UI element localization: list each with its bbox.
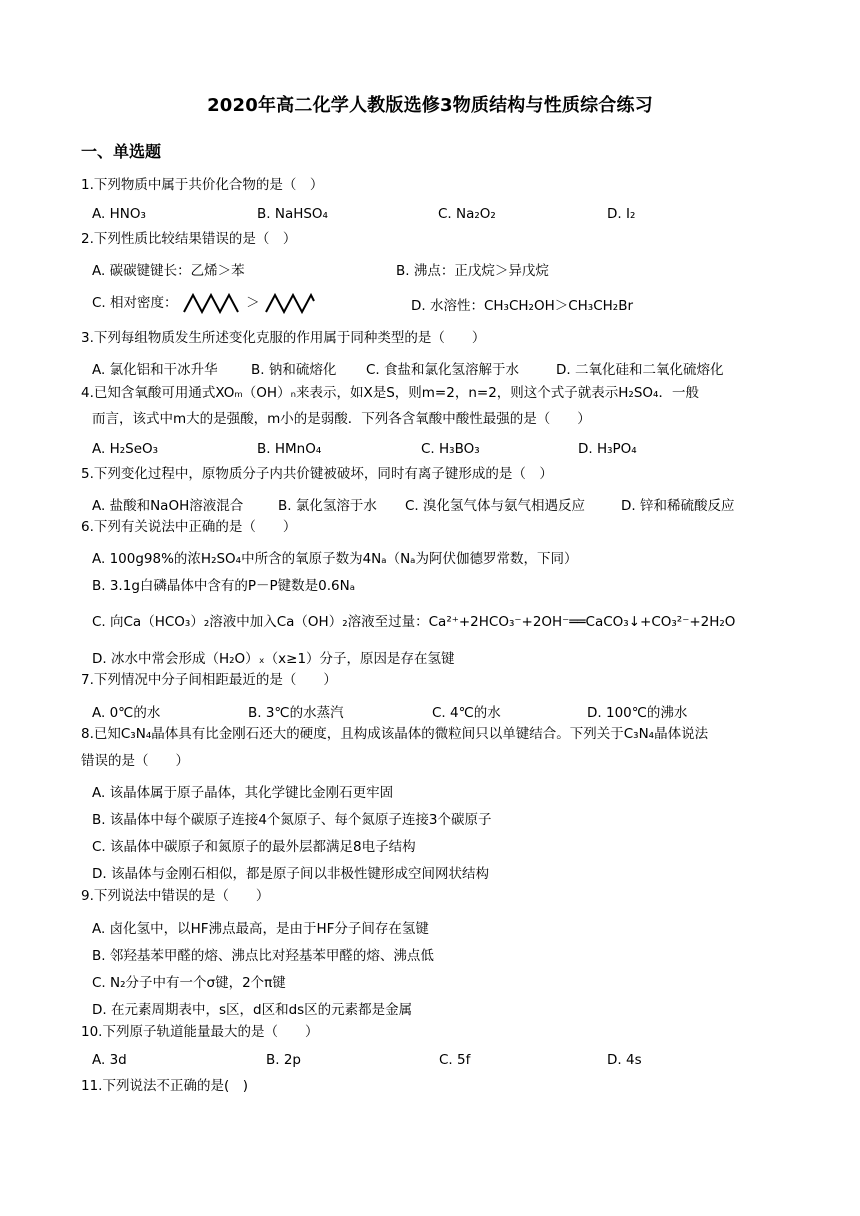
q4-option-b: B. HMnO₄ — [257, 441, 322, 457]
q7-option-c: C. 4℃的水 — [432, 705, 501, 721]
q1-option-b: B. NaHSO₄ — [257, 206, 328, 222]
q10-option-a: A. 3d — [92, 1052, 127, 1068]
q1-option-c: C. Na₂O₂ — [438, 206, 496, 222]
q5-option-c: C. 溴化氢气体与氨气相遇反应 — [405, 498, 586, 514]
q7-option-b: B. 3℃的水蒸汽 — [248, 705, 344, 721]
question-10-stem: 10.下列原子轨道能量最大的是（ ） — [81, 1024, 319, 1040]
q4-option-d: D. H₃PO₄ — [578, 441, 637, 457]
section-heading: 一、单选题 — [81, 142, 162, 161]
q5-option-a: A. 盐酸和NaOH溶液混合 — [92, 498, 244, 514]
question-8-stem-line1: 8.已知C₃N₄晶体具有比金刚石还大的硬度，且构成该晶体的微粒间只以单键结合。下列关于C₃N₄晶体说法 — [81, 726, 709, 742]
q3-option-d: D. 二氧化硅和二氧化硫熔化 — [556, 362, 724, 378]
q9-option-c: C. N₂分子中有一个σ键，2个π键 — [92, 975, 286, 991]
q7-option-a: A. 0℃的水 — [92, 705, 161, 721]
zigzag-structure-icon — [182, 290, 242, 316]
q8-option-b: B. 该晶体中每个碳原子连接4个氮原子、每个氮原子连接3个碳原子 — [92, 812, 492, 828]
q5-option-d: D. 锌和稀硫酸反应 — [621, 498, 735, 514]
q5-option-b: B. 氯化氢溶于水 — [278, 498, 377, 514]
question-8-stem-line2: 错误的是（ ） — [81, 753, 189, 769]
q10-option-d: D. 4s — [607, 1052, 642, 1068]
q9-option-d: D. 在元素周期表中，s区，d区和ds区的元素都是金属 — [92, 1002, 413, 1018]
q8-option-a: A. 该晶体属于原子晶体，其化学键比金刚石更牢固 — [92, 785, 394, 801]
q3-option-a: A. 氯化铝和干冰升华 — [92, 362, 218, 378]
q6-option-a: A. 100g98%的浓H₂SO₄中所含的氧原子数为4Nₐ（Nₐ为阿伏伽德罗常数，下同） — [92, 551, 578, 567]
question-4-stem-line2: 而言，该式中m大的是强酸，m小的是弱酸．下列各含氧酸中酸性最强的是（ ） — [92, 411, 591, 427]
q10-option-c: C. 5f — [439, 1052, 471, 1068]
q8-option-d: D. 该晶体与金刚石相似，都是原子间以非极性键形成空间网状结构 — [92, 866, 489, 882]
q1-option-a: A. HNO₃ — [92, 206, 146, 222]
q3-option-c: C. 食盐和氯化氢溶解于水 — [366, 362, 520, 378]
question-5-stem: 5.下列变化过程中，原物质分子内共价键被破坏，同时有离子键形成的是（ ） — [81, 466, 553, 482]
q2-option-b: B. 沸点：正戊烷＞异戊烷 — [396, 263, 549, 279]
q9-option-a: A. 卤化氢中，以HF沸点最高，是由于HF分子间存在氢键 — [92, 921, 429, 937]
question-9-stem: 9.下列说法中错误的是（ ） — [81, 888, 270, 904]
zigzag-branched-structure-icon — [264, 290, 316, 316]
question-11-stem: 11.下列说法不正确的是( ) — [81, 1078, 249, 1094]
question-3-stem: 3.下列每组物质发生所述变化克服的作用属于同种类型的是（ ） — [81, 330, 486, 346]
q6-option-b: B. 3.1g白磷晶体中含有的P－P键数是0.6Nₐ — [92, 578, 356, 594]
q2-option-c-label: C. 相对密度： — [92, 295, 178, 311]
question-2-stem: 2.下列性质比较结果错误的是（ ） — [81, 231, 297, 247]
q7-option-d: D. 100℃的沸水 — [587, 705, 688, 721]
q6-option-d: D. 冰水中常会形成（H₂O）ₓ（x≥1）分子，原因是存在氢键 — [92, 651, 455, 667]
question-7-stem: 7.下列情况中分子间相距最近的是（ ） — [81, 672, 337, 688]
q2-option-d: D. 水溶性：CH₃CH₂OH＞CH₃CH₂Br — [411, 298, 634, 314]
q10-option-b: B. 2p — [266, 1052, 302, 1068]
q2-option-c — [92, 288, 316, 318]
q4-option-c: C. H₃BO₃ — [421, 441, 480, 457]
q8-option-c: C. 该晶体中碳原子和氮原子的最外层都满足8电子结构 — [92, 839, 416, 855]
q3-option-b: B. 钠和硫熔化 — [251, 362, 337, 378]
q6-option-c: C. 向Ca（HCO₃）₂溶液中加入Ca（OH）₂溶液至过量：Ca²⁺+2HCO₃⁻+2OH⁻══CaCO₃↓+CO₃²⁻+2H₂O — [92, 614, 736, 630]
q9-option-b: B. 邻羟基苯甲醛的熔、沸点比对羟基苯甲醛的熔、沸点低 — [92, 948, 434, 964]
question-6-stem: 6.下列有关说法中正确的是（ ） — [81, 519, 297, 535]
q2-option-c-gt: ＞ — [246, 295, 260, 311]
question-1-stem: 1.下列物质中属于共价化合物的是（ ） — [81, 177, 324, 193]
q1-option-d: D. I₂ — [607, 206, 636, 222]
document-title: 2020年高二化学人教版选修3物质结构与性质综合练习 — [207, 95, 653, 116]
q4-option-a: A. H₂SeO₃ — [92, 441, 159, 457]
q2-option-a: A. 碳碳键键长：乙烯＞苯 — [92, 263, 245, 279]
question-4-stem-line1: 4.已知含氧酸可用通式XOₘ（OH）ₙ来表示，如X是S，则m=2，n=2，则这个式子就表示H₂SO₄．一般 — [81, 385, 699, 401]
